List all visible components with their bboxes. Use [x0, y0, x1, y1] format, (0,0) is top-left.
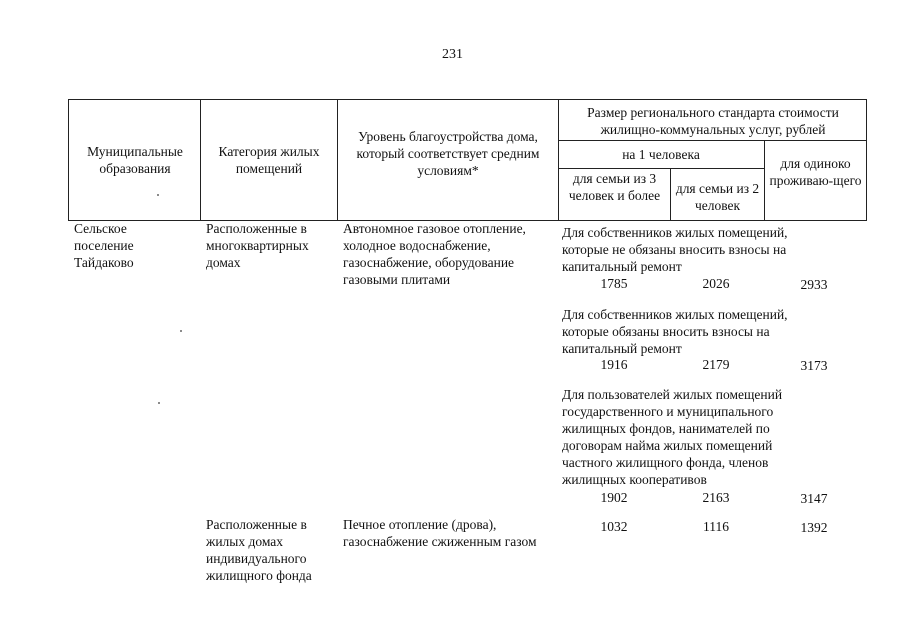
- value-single: 3173: [800, 358, 828, 373]
- header-category: Категория жилых помещений: [218, 144, 320, 176]
- value-family-2: 1116: [703, 519, 729, 534]
- header-rule-per-person: [558, 168, 764, 169]
- col-divider-3: [558, 99, 559, 221]
- col-divider-2: [337, 99, 338, 221]
- header-single: для одиноко проживаю-щего: [769, 156, 862, 188]
- value-single: 1392: [800, 520, 828, 535]
- table-left-border: [68, 99, 69, 221]
- amenities-row-1: Автономное газовое отопление, холодное водоснабжение, газоснабжение, оборудование газовыми плитами: [343, 221, 526, 287]
- group-label: Для собственников жилых помещений, которые не обязаны вносить взносы на капитальный ремонт: [562, 225, 788, 274]
- value-family-3: 1916: [600, 357, 628, 372]
- col-divider-1: [200, 99, 201, 221]
- amenities-row-2: Печное отопление (дрова), газоснабжение сжиженным газом: [343, 517, 537, 549]
- value-family-2: 2179: [702, 357, 730, 372]
- col-divider-5: [670, 168, 671, 221]
- page-number: 231: [442, 47, 463, 62]
- scan-speck: [180, 330, 182, 332]
- value-single: 3147: [800, 491, 828, 506]
- header-per-person: на 1 человека: [622, 147, 700, 162]
- header-rule-size-group: [558, 140, 867, 141]
- header-amenities: Уровень благоустройства дома, который соответствует средним условиям*: [356, 129, 540, 178]
- value-family-3: 1785: [600, 276, 628, 291]
- value-single: 2933: [800, 277, 828, 292]
- value-family-3: 1032: [600, 519, 628, 534]
- header-standard-size: Размер регионального стандарта стоимости жилищно-коммунальных услуг, рублей: [587, 105, 839, 137]
- col-divider-4: [764, 140, 765, 221]
- group-label: Для собственников жилых помещений, которые обязаны вносить взносы на капитальный ремонт: [562, 307, 788, 356]
- value-family-3: 1902: [600, 490, 628, 505]
- value-family-2: 2026: [702, 276, 730, 291]
- category-individual-houses: Расположенные в жилых домах индивидуального жилищного фонда: [206, 517, 312, 583]
- group-label: Для пользователей жилых помещений государственного и муниципального жилищных фондов, нанимателей по договорам найма жилых помещений частного жилищного фонда, членов жилищных кооперативов: [562, 387, 783, 487]
- header-family-3: для семьи из 3 человек и более: [568, 171, 661, 203]
- table-right-border: [866, 99, 867, 221]
- scan-speck: [157, 194, 159, 196]
- header-municipalities: Муниципальные образования: [87, 144, 183, 176]
- header-family-2: для семьи из 2 человек: [675, 181, 760, 213]
- category-apartment-buildings: Расположенные в многоквартирных домах: [206, 221, 309, 270]
- table-top-border: [68, 99, 867, 100]
- municipality-name: Сельское поселение Тайдаково: [74, 221, 134, 270]
- scan-speck: [158, 402, 160, 404]
- value-family-2: 2163: [702, 490, 730, 505]
